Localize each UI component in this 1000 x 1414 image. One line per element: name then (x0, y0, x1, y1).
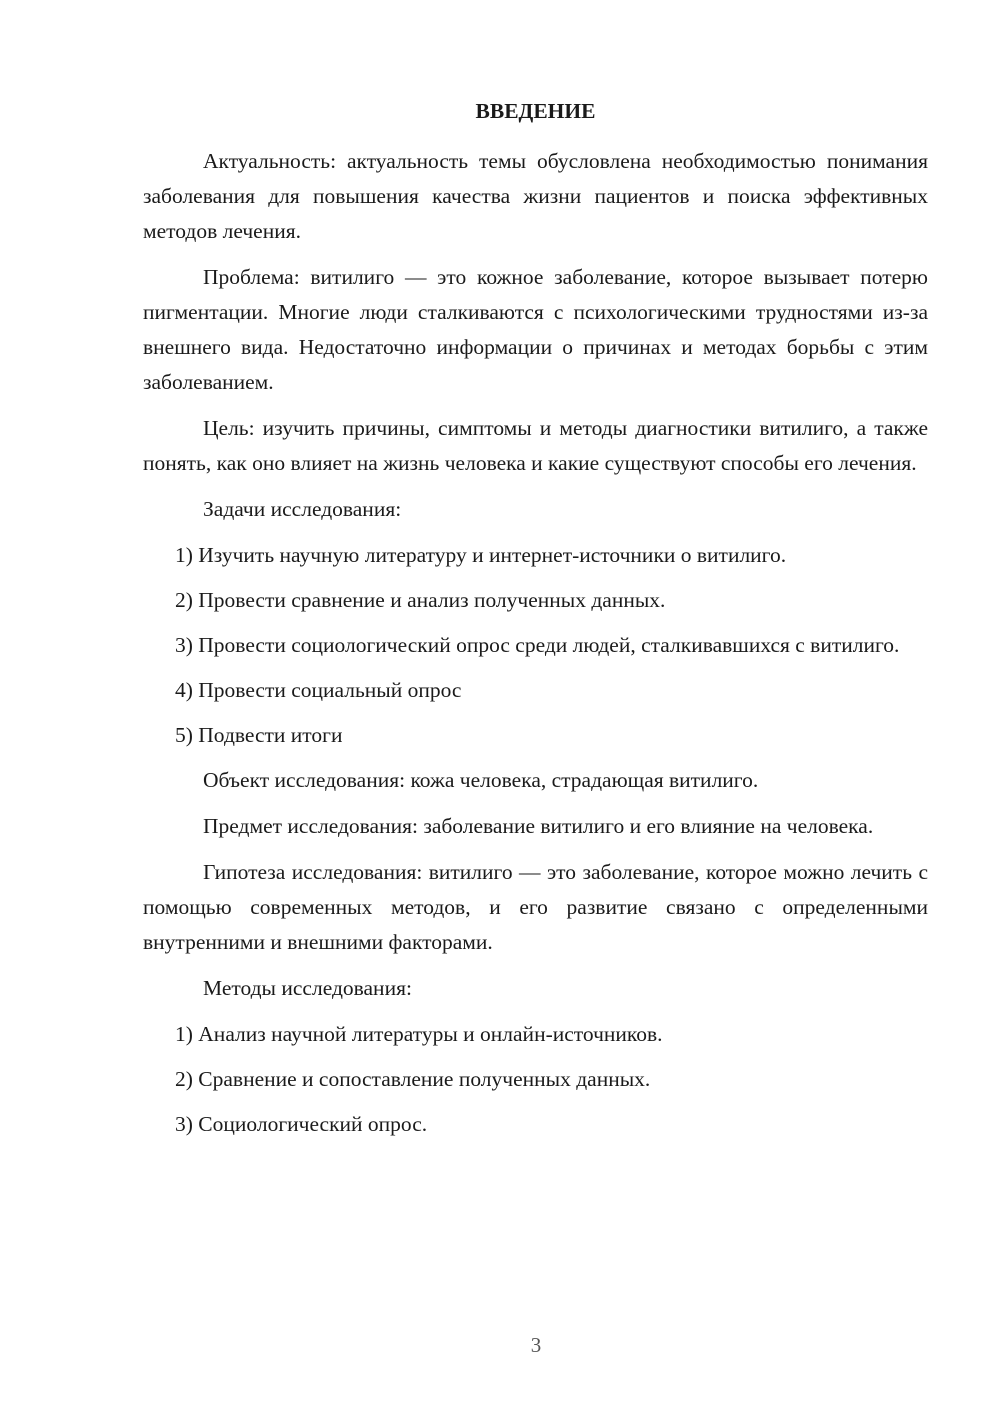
method-item-2: 2) Сравнение и сопоставление полученных данных. (175, 1067, 651, 1091)
document-body (143, 94, 928, 1152)
object-paragraph: Объект исследования: кожа человека, страдающая витилиго. (203, 768, 759, 792)
page-number: 3 (530, 1333, 542, 1357)
subject-paragraph: Предмет исследования: заболевание витилиго и его влияние на человека. (203, 814, 874, 838)
section-title: ВВЕДЕНИЕ (475, 99, 596, 123)
methods-heading: Методы исследования: (203, 976, 412, 1000)
task-item-3: 3) Провести социологический опрос среди людей, сталкивавшихся с витилиго. (175, 633, 900, 657)
method-item-3: 3) Социологический опрос. (175, 1112, 428, 1136)
relevance-paragraph: Актуальность: актуальность темы обусловлена необходимостью понимания заболевания для повышения качества жизни пациентов и поиска эффективных методов лечения. (143, 149, 928, 243)
task-item-5: 5) Подвести итоги (175, 723, 343, 747)
problem-paragraph: Проблема: витилиго — это кожное заболевание, которое вызывает потерю пигментации. Многие люди сталкиваются с психологическими трудностями из-за внешнего вида. Недостаточно информации о причинах и методах борьбы с этим заболеванием. (143, 265, 928, 394)
goal-paragraph: Цель: изучить причины, симптомы и методы диагностики витилиго, а также понять, как оно влияет на жизнь человека и какие существуют способы его лечения. (143, 416, 928, 475)
task-item-1: 1) Изучить научную литературу и интернет-источники о витилиго. (175, 543, 787, 567)
method-item-1: 1) Анализ научной литературы и онлайн-источников. (175, 1022, 663, 1046)
tasks-heading: Задачи исследования: (203, 497, 402, 521)
task-item-2: 2) Провести сравнение и анализ полученных данных. (175, 588, 666, 612)
hypothesis-paragraph: Гипотеза исследования: витилиго — это заболевание, которое можно лечить с помощью современных методов, и его развитие связано с определенными внутренними и внешними факторами. (143, 860, 928, 954)
task-item-4: 4) Провести социальный опрос (175, 678, 462, 702)
